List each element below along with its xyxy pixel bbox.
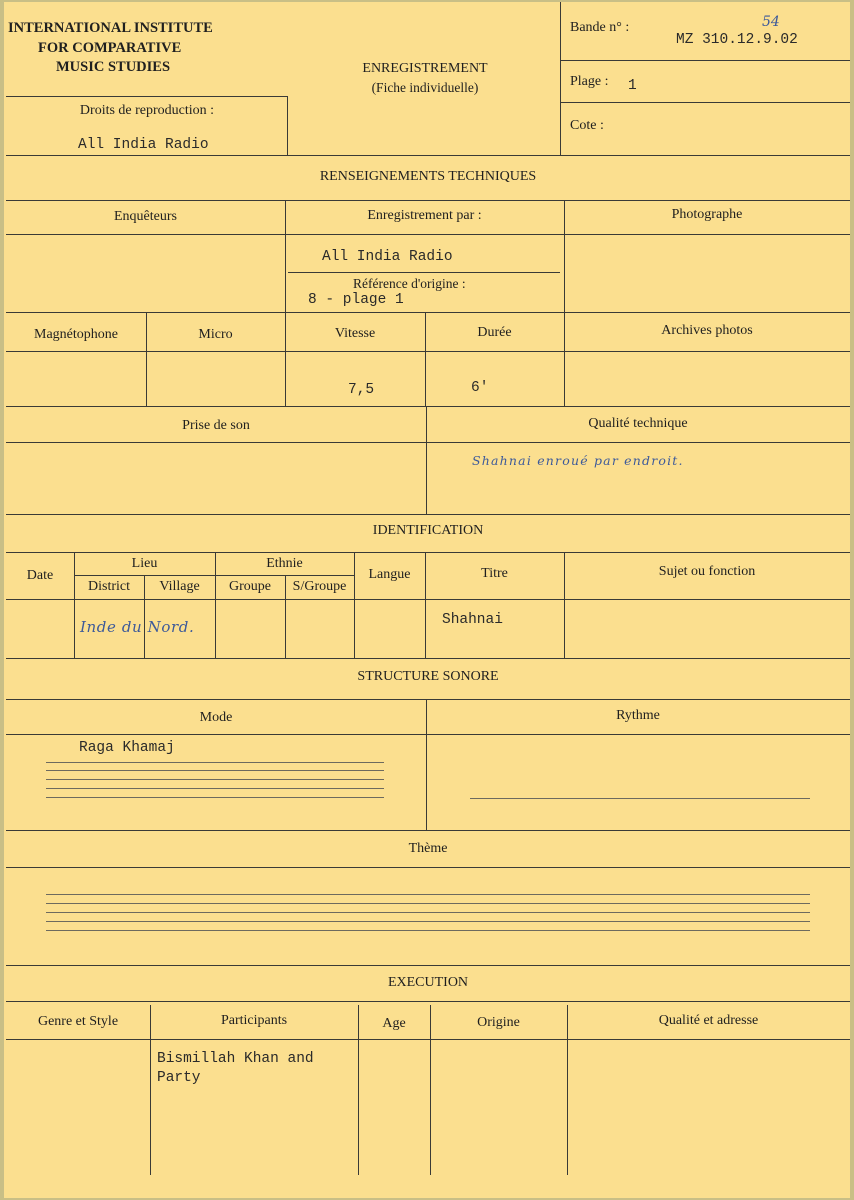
droits-label: Droits de reproduction :: [79, 103, 215, 118]
writing-line: [46, 912, 810, 913]
plage-label: Plage :: [570, 74, 609, 89]
qualite-technique-value: Shahnai enroué par endroit.: [472, 453, 684, 468]
writing-line: [46, 779, 384, 780]
langue-label: Langue: [368, 567, 411, 582]
village-label: Village: [159, 579, 200, 594]
lieu-value: Inde du Nord.: [80, 618, 195, 636]
form-subtitle: (Fiche individuelle): [371, 80, 479, 95]
writing-line: [46, 788, 384, 789]
form-title: ENREGISTREMENT: [362, 61, 488, 76]
bande-number-handwritten: 54: [762, 14, 780, 30]
writing-line: [46, 921, 810, 922]
enqueteurs-label: Enquêteurs: [114, 209, 177, 224]
cote-label: Cote :: [570, 118, 604, 133]
vitesse-value: 7,5: [348, 382, 375, 398]
sgroupe-label: S/Groupe: [292, 579, 347, 594]
vitesse-label: Vitesse: [334, 326, 376, 341]
participants-value-line2: Party: [157, 1070, 201, 1086]
writing-line: [470, 798, 810, 799]
rule: [560, 102, 850, 103]
rule: [6, 155, 850, 156]
reference-value: 8 - plage 1: [308, 292, 404, 308]
rule: [560, 60, 850, 61]
qualite-technique-label: Qualité technique: [588, 416, 688, 431]
rule: [6, 200, 850, 201]
rule: [6, 658, 850, 659]
institute-name-line3: MUSIC STUDIES: [56, 59, 171, 75]
rule: [6, 234, 850, 235]
mode-value: Raga Khamaj: [79, 740, 175, 756]
archives-photos-label: Archives photos: [661, 323, 753, 338]
section-structure-sonore: STRUCTURE SONORE: [357, 669, 499, 684]
lieu-label: Lieu: [131, 556, 158, 571]
genre-style-label: Genre et Style: [37, 1014, 119, 1029]
writing-line: [46, 770, 384, 771]
writing-line: [46, 930, 810, 931]
age-label: Age: [382, 1016, 406, 1031]
titre-value: Shahnai: [442, 612, 503, 628]
section-tech: RENSEIGNEMENTS TECHNIQUES: [319, 169, 537, 184]
writing-line: [46, 762, 384, 763]
rule: [6, 734, 850, 735]
prise-de-son-label: Prise de son: [182, 418, 250, 433]
reference-label: Référence d'origine :: [353, 276, 466, 291]
writing-line: [46, 903, 810, 904]
rule: [150, 1005, 151, 1175]
rule: [74, 575, 354, 576]
origine-label: Origine: [477, 1015, 520, 1030]
rule: [6, 351, 850, 352]
institute-name-line1: INTERNATIONAL INSTITUTE: [8, 20, 213, 36]
mode-label: Mode: [199, 710, 233, 725]
duree-label: Durée: [477, 325, 512, 340]
droits-value: All India Radio: [78, 137, 209, 153]
rule: [6, 406, 850, 407]
rule: [288, 272, 560, 273]
district-label: District: [88, 579, 130, 594]
rule: [560, 2, 561, 155]
participants-label: Participants: [220, 1013, 288, 1028]
rule: [6, 552, 850, 553]
groupe-label: Groupe: [229, 579, 271, 594]
participants-value-line1: Bismillah Khan and: [157, 1051, 314, 1067]
rule: [6, 867, 850, 868]
rule: [6, 442, 850, 443]
writing-line: [46, 894, 810, 895]
qualite-adresse-label: Qualité et adresse: [658, 1013, 759, 1028]
ethnie-label: Ethnie: [266, 556, 303, 571]
photographe-label: Photographe: [671, 207, 743, 222]
institute-name-line2: FOR COMPARATIVE: [38, 40, 182, 56]
rule: [6, 96, 288, 97]
theme-label: Thème: [408, 841, 448, 856]
rule: [6, 312, 850, 313]
rule: [6, 965, 850, 966]
rule: [6, 830, 850, 831]
titre-label: Titre: [481, 566, 508, 581]
rythme-label: Rythme: [616, 708, 660, 723]
rule: [6, 1039, 850, 1040]
bande-label: Bande n° :: [570, 20, 630, 35]
section-identification: IDENTIFICATION: [372, 523, 484, 538]
plage-value: 1: [628, 78, 637, 94]
rule: [6, 699, 850, 700]
rule: [6, 1001, 850, 1002]
sujet-label: Sujet ou fonction: [658, 564, 756, 579]
writing-line: [46, 797, 384, 798]
date-label: Date: [26, 568, 54, 583]
enregistrement-value: All India Radio: [322, 249, 453, 265]
magnetophone-label: Magnétophone: [34, 327, 118, 342]
enregistrement-par-label: Enregistrement par :: [367, 208, 482, 223]
section-execution: EXECUTION: [387, 975, 469, 990]
duree-value: 6': [471, 380, 489, 396]
rule: [567, 1005, 568, 1175]
rule: [6, 599, 850, 600]
rule: [6, 514, 850, 515]
recording-card: [4, 2, 850, 1198]
bande-number: MZ 310.12.9.02: [676, 32, 798, 48]
micro-label: Micro: [198, 327, 233, 342]
